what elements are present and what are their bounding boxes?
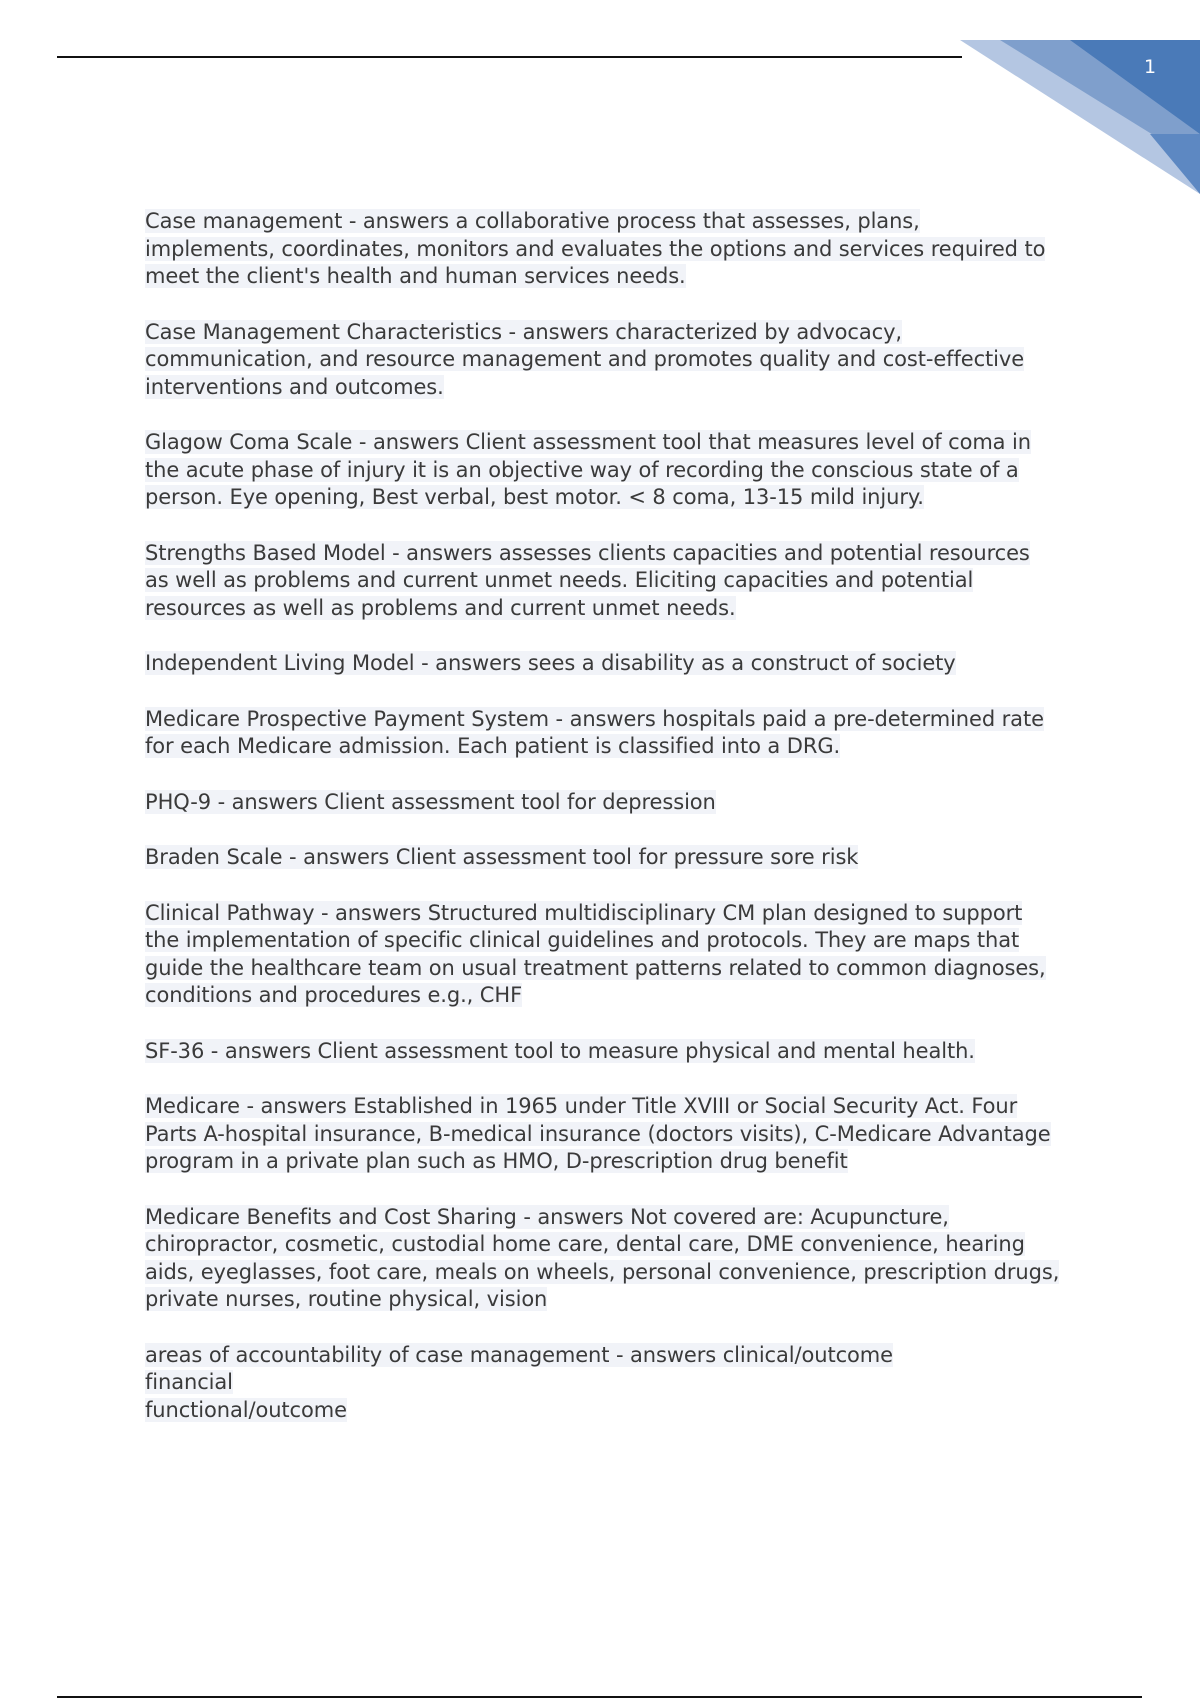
entry-medicare-benefits bbox=[145, 1204, 1085, 1314]
header-rule bbox=[57, 56, 962, 58]
entry-text: Medicare - answers Established in 1965 under Title XVIII or Social Security Act. Four Parts A-hospital insurance, B-medical insurance (doctors visits), C-Medicare Advantage program in a private plan such as HMO, D-prescription drug benefit bbox=[145, 1094, 1051, 1173]
entry-text: Independent Living Model - answers sees a disability as a construct of society bbox=[145, 651, 956, 675]
entry-medicare-pps bbox=[145, 706, 1085, 761]
entry-clinical-pathway bbox=[145, 900, 1085, 1010]
page-number: 1 bbox=[1143, 56, 1157, 78]
entry-case-management-characteristics bbox=[145, 319, 1085, 402]
entry-case-management bbox=[145, 208, 1085, 291]
entry-text: PHQ-9 - answers Client assessment tool for depression bbox=[145, 789, 716, 814]
entry-text: areas of accountability of case management - answers clinical/outcome financial functional/outcome bbox=[145, 1342, 893, 1422]
entry-text: Glagow Coma Scale - answers Client assessment tool that measures level of coma in the acute phase of injury it is an objective way of recording the conscious state of a person. Eye opening, Best verbal, best motor. < 8 coma, 13-15 mild injury. bbox=[145, 430, 1031, 509]
entry-phq9 bbox=[145, 789, 1085, 817]
entry-text: Case management - answers a collaborative process that assesses, plans, implements, coordinates, monitors and evaluates the options and services required to meet the client's health and human services needs. bbox=[145, 209, 1046, 288]
entry-areas-of-accountability bbox=[145, 1342, 1085, 1425]
entry-text: Clinical Pathway - answers Structured multidisciplinary CM plan designed to support the implementation of specific clinical guidelines and protocols. They are maps that guide the healthcare team on usual treatment patterns related to common diagnoses, conditions and procedures e.g., CHF bbox=[145, 900, 1046, 1007]
document-body bbox=[145, 208, 1085, 1452]
footer-rule bbox=[57, 1696, 1142, 1698]
entry-sf36 bbox=[145, 1038, 1085, 1066]
entry-strengths-based-model bbox=[145, 540, 1085, 623]
entry-braden-scale bbox=[145, 844, 1085, 872]
entry-glasgow-coma-scale bbox=[145, 429, 1085, 512]
entry-text: Strengths Based Model - answers assesses clients capacities and potential resources as well as problems and current unmet needs. Eliciting capacities and potential resources as well as problems and current unmet needs. bbox=[145, 540, 1030, 620]
entry-text: Braden Scale - answers Client assessment tool for pressure sore risk bbox=[145, 845, 859, 869]
entry-text: Medicare Prospective Payment System - answers hospitals paid a pre-determined rate for each Medicare admission. Each patient is classified into a DRG. bbox=[145, 706, 1044, 758]
entry-text: SF-36 - answers Client assessment tool to measure physical and mental health. bbox=[145, 1038, 975, 1063]
entry-independent-living-model bbox=[145, 650, 1085, 678]
corner-decoration bbox=[960, 34, 1200, 214]
entry-text: Case Management Characteristics - answers characterized by advocacy, communication, and resource management and promotes quality and cost-effective interventions and outcomes. bbox=[145, 319, 1025, 399]
entry-medicare bbox=[145, 1093, 1085, 1176]
corner-graphic bbox=[960, 34, 1200, 214]
entry-text: Medicare Benefits and Cost Sharing - answers Not covered are: Acupuncture, chiropractor, cosmetic, custodial home care, dental care, DME convenience, hearing aids, eyeglasses, foot care, meals on wheels, personal convenience, prescription drugs, private nurses, routine physical, vision bbox=[145, 1204, 1060, 1311]
